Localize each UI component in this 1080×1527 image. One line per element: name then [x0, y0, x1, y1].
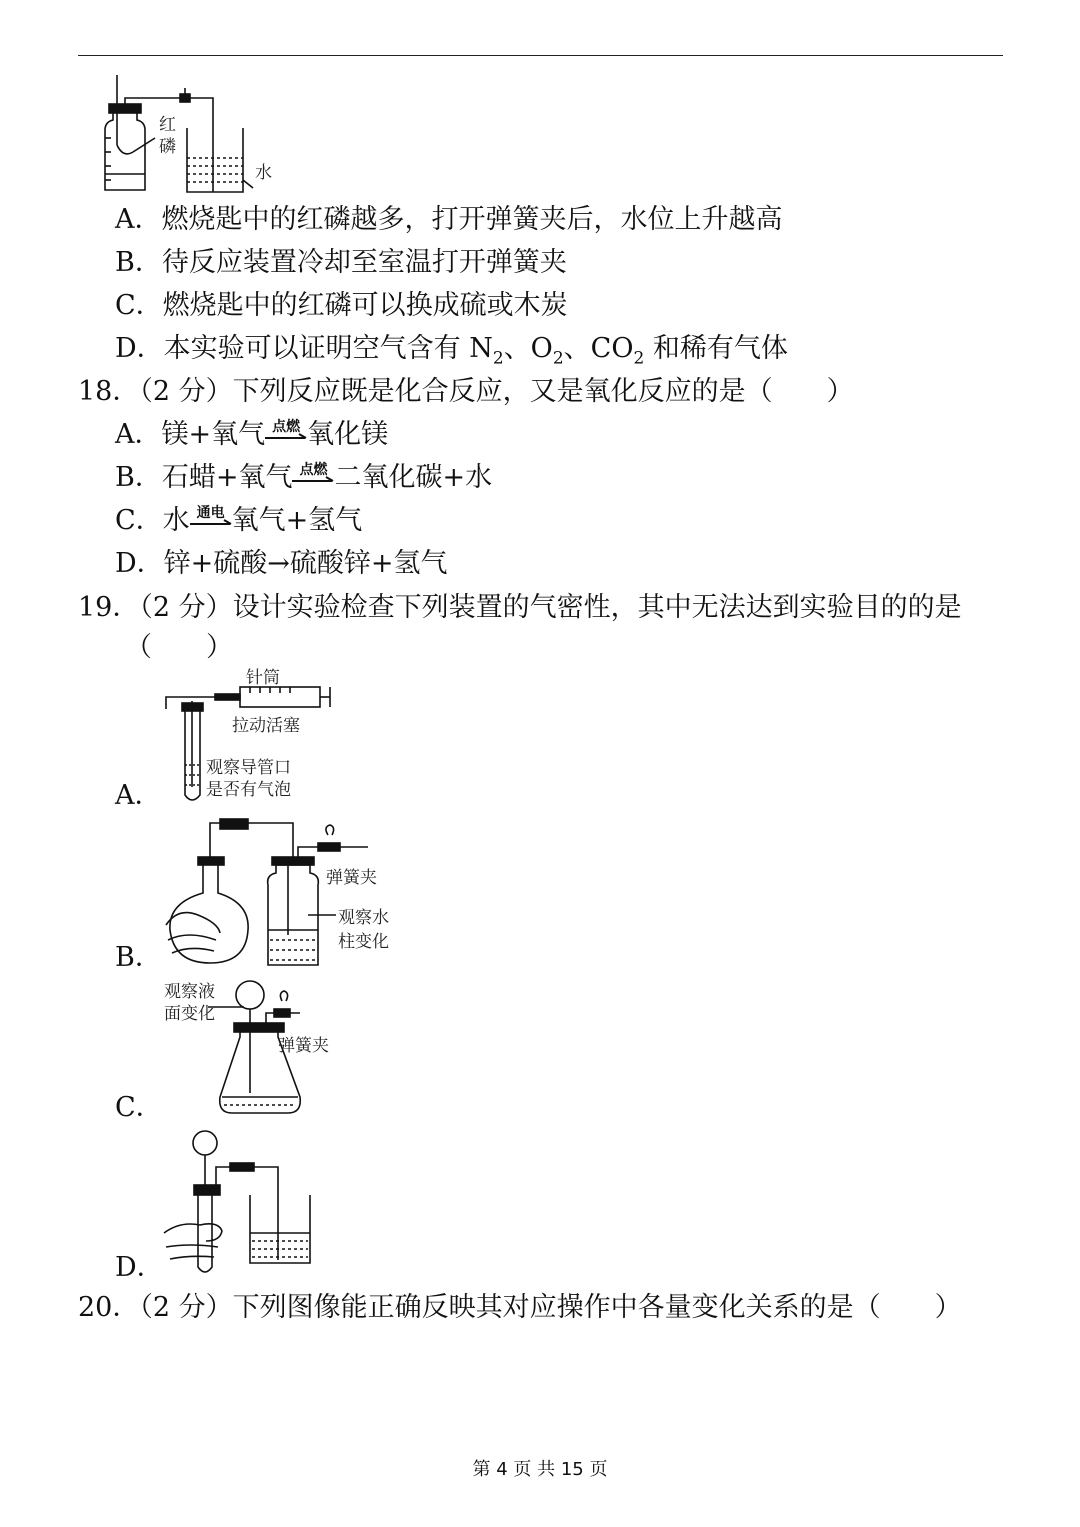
tube-beaker-figure [160, 1125, 340, 1280]
q17-option-c: C．燃烧匙中的红磷可以换成硫或木炭 [115, 290, 568, 321]
label-phosphorus: 磷 [159, 137, 176, 157]
q18-stem: 18．（2 分）下列反应既是化合反应，又是氧化反应的是（ ） [78, 376, 854, 407]
label-syringe: 针筒 [246, 668, 280, 688]
condition-label: 通电 [196, 505, 225, 521]
funnel-conical-flask-figure [160, 975, 360, 1120]
condition-label: 点燃 [299, 462, 328, 478]
q19-option-b-letter: B． [115, 942, 162, 973]
red-phosphorus-apparatus-figure [95, 70, 295, 200]
page-footer: 第 4 页 共 15 页 [472, 1459, 608, 1480]
q18-option-a: A．镁+氧气 点燃 氧化镁 [115, 417, 388, 453]
q19-stem: 19．（2 分）设计实验检查下列装置的气密性，其中无法达到实验目的的是 [78, 592, 962, 623]
flask-bottle-figure [158, 815, 408, 975]
label-bubbles: 是否有气泡 [206, 780, 291, 800]
label-spring-clamp: 弹簧夹 [326, 868, 377, 888]
q17-option-b: B．待反应装置冷却至室温打开弹簧夹 [115, 247, 567, 278]
q19-option-d-letter: D． [115, 1252, 164, 1283]
q19-option-c-letter: C． [115, 1092, 163, 1123]
label-water: 水 [255, 163, 272, 183]
label-surface-change: 面变化 [164, 1004, 215, 1024]
label-observe-water: 观察水 [338, 908, 389, 928]
q17-option-d: D．本实验可以证明空气含有 $N_2$、$O_2$、$CO_2$ 和稀有气体 [115, 333, 788, 369]
label-red: 红 [159, 115, 176, 135]
label-column-change: 柱变化 [338, 932, 389, 952]
label-pull-piston: 拉动活塞 [232, 716, 300, 736]
condition-label: 点燃 [272, 419, 301, 435]
label-observe-tube: 观察导管口 [206, 758, 291, 778]
q18-option-d: D．锌+硫酸→硫酸锌+氢气 [115, 548, 448, 579]
q20-stem: 20．（2 分）下列图像能正确反映其对应操作中各量变化关系的是（ ） [78, 1292, 962, 1323]
syringe-test-tube-figure [160, 665, 340, 805]
header-rule [78, 55, 1003, 56]
q19-stem-bracket: （ ） [125, 632, 233, 663]
q17-option-a: A．燃烧匙中的红磷越多，打开弹簧夹后，水位上升越高 [115, 204, 783, 235]
q19-option-a-letter: A． [115, 780, 162, 811]
q18-option-b: B．石蜡+氧气 点燃 二氧化碳+水 [115, 460, 492, 496]
q18-option-c: C．水 通电 氧气+氢气 [115, 503, 362, 539]
label-spring-clamp: 弹簧夹 [278, 1036, 329, 1056]
label-observe-liquid: 观察液 [164, 982, 215, 1002]
